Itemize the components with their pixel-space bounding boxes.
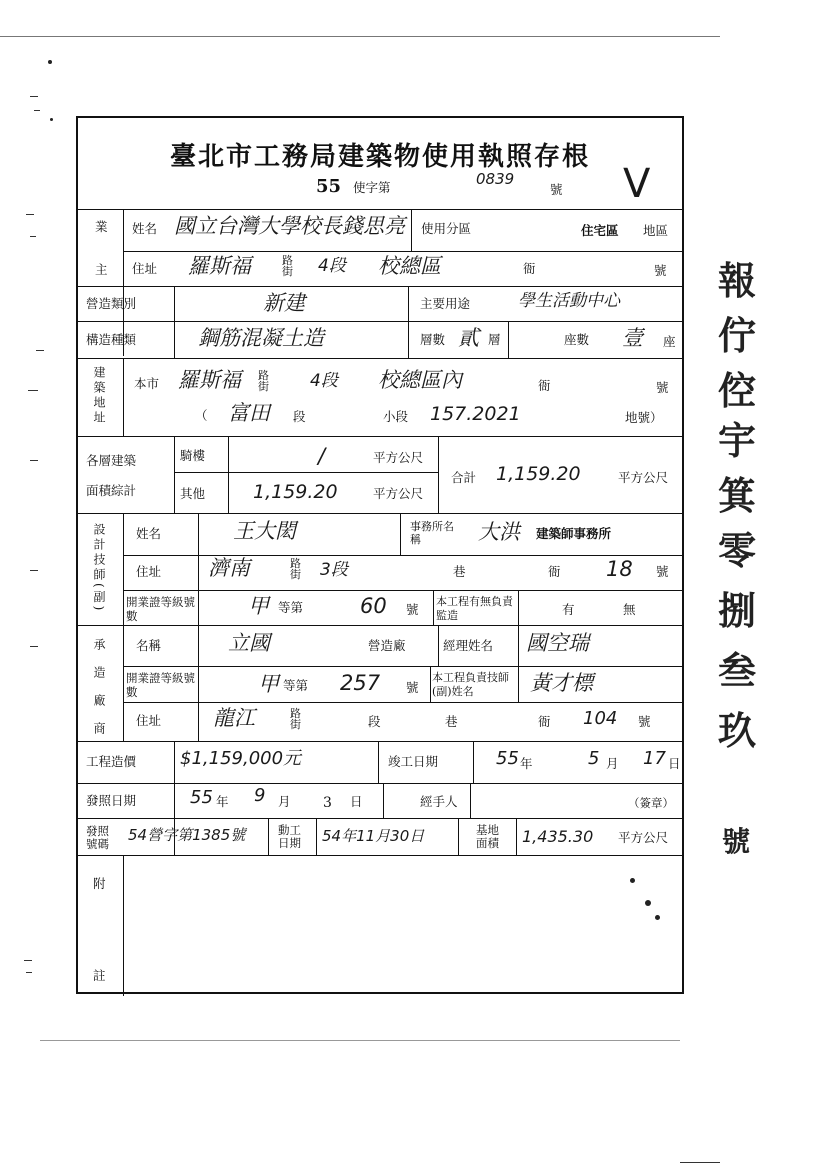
permit-number-suffix: 號 (550, 182, 563, 197)
start-date-label: 動工日期 (278, 823, 301, 851)
office-label: 事務所名稱 (410, 520, 454, 547)
margin-char: 捌 (718, 589, 757, 633)
designer-road-label: 路街 (290, 557, 301, 581)
office-name: 大洪 (478, 520, 520, 544)
contractor-license-grade: 甲 (258, 672, 279, 696)
land-subsection-label: 小段 (383, 409, 409, 424)
row-divider (78, 286, 684, 287)
permit-year: 55 (316, 176, 342, 197)
arcade-label: 騎樓 (180, 448, 206, 463)
designer-address-road: 濟南 (208, 556, 250, 580)
arcade-value: / (318, 444, 326, 468)
start-date-value: 54年11月30日 (322, 827, 425, 845)
zone-suffix: 地區 (643, 223, 669, 238)
contractor-name-suffix: 營造廠 (368, 638, 406, 653)
owner-name-label: 姓名 (132, 221, 158, 236)
designer-address-section: 3段 (320, 560, 348, 580)
contractor-address-road: 龍江 (213, 706, 255, 730)
designer-section-label: 設計技師(副) (92, 523, 106, 614)
designer-address-label: 住址 (136, 564, 162, 579)
scan-speck (680, 1162, 720, 1163)
margin-char: 箕 (718, 474, 757, 518)
row-divider (123, 702, 684, 703)
scan-speck (645, 900, 651, 906)
row-divider (78, 513, 684, 514)
issue-day: 3 (323, 795, 332, 811)
issue-date-label: 發照日期 (86, 793, 137, 808)
scan-speck (34, 110, 40, 111)
completion-year: 55 (496, 748, 519, 769)
designer-license-mid: 等第 (278, 600, 304, 615)
contractor-lane-label: 巷 (445, 714, 458, 729)
land-number-label: 地號） (625, 410, 663, 425)
site-area: 校總區內 (378, 368, 462, 392)
permit-number: 0839 (476, 170, 515, 188)
base-area-label: 基地面積 (476, 823, 499, 851)
zone-value: 住宅區 (581, 223, 619, 238)
scan-speck (24, 960, 32, 961)
building-count-value: 壹 (622, 326, 643, 350)
row-divider (78, 625, 684, 626)
contractor-address-number: 104 (583, 708, 618, 729)
row-divider (78, 321, 684, 322)
floor-area-label-2: 面積綜計 (86, 483, 137, 498)
site-city: 本市 (134, 376, 160, 391)
completion-year-label: 年 (520, 756, 533, 771)
contractor-license-number: 257 (340, 671, 381, 695)
owner-address-rest: 校總區 (378, 254, 441, 278)
contractor-license-mid: 等第 (283, 678, 309, 693)
supervise-yes: 有 (562, 602, 575, 617)
issue-day-label: 日 (350, 794, 363, 809)
total-value: 1,159.20 (496, 463, 581, 485)
scan-bottom-line (40, 1040, 680, 1041)
site-section: 4段 (310, 371, 338, 391)
total-unit: 平方公尺 (618, 470, 669, 485)
owner-number-label: 號 (654, 263, 667, 278)
scan-speck (48, 60, 52, 64)
scan-speck (36, 350, 44, 351)
issue-year: 55 (190, 787, 213, 808)
office-suffix: 建築師事務所 (536, 526, 612, 541)
cost-label: 工程造價 (86, 754, 137, 769)
designer-license-number: 60 (360, 594, 387, 618)
scan-speck (50, 118, 53, 121)
land-number: 157.2021 (430, 403, 521, 425)
engineer-label: 本工程負責技師(副)姓名 (432, 671, 509, 698)
contractor-name-label: 名稱 (136, 638, 162, 653)
row-divider (78, 855, 684, 856)
supervise-label: 本工程有無負責監造 (436, 595, 513, 622)
row-divider (78, 818, 684, 819)
designer-license-grade: 甲 (248, 594, 269, 618)
total-label: 合計 (451, 470, 477, 485)
handler-label: 經手人 (420, 794, 458, 809)
other-label: 其他 (180, 486, 206, 501)
permit-type: 使字第 (353, 180, 391, 195)
usage-permit-stub-form (76, 116, 684, 994)
designer-name: 王大閎 (233, 519, 296, 543)
floors-label: 層數 (420, 332, 446, 347)
designer-number-label: 號 (656, 564, 669, 579)
row-divider (78, 741, 684, 742)
contractor-number-label: 號 (638, 714, 651, 729)
contractor-section-label: 承造廠商 (92, 638, 106, 750)
contractor-address-label: 住址 (136, 713, 162, 728)
designer-street-label: 衙 (548, 564, 561, 579)
row-divider (123, 251, 684, 252)
land-section-label: 段 (293, 409, 306, 424)
row-divider (78, 358, 684, 359)
form-title: 臺北市工務局建築物使用執照存根 (169, 142, 590, 172)
contractor-road-label: 路街 (290, 707, 301, 731)
owner-section-label-1: 業 (95, 219, 108, 234)
scan-speck (30, 236, 36, 237)
row-divider (78, 783, 684, 784)
base-area-unit: 平方公尺 (618, 830, 669, 845)
land-section: 富田 (228, 401, 270, 425)
designer-lane-label: 巷 (453, 564, 466, 579)
issue-month-label: 月 (278, 794, 291, 809)
floors-value: 貳 (458, 326, 479, 350)
zone-label: 使用分區 (421, 221, 472, 236)
owner-address-section: 4段 (318, 256, 346, 276)
completion-month-label: 月 (606, 756, 619, 771)
arcade-unit: 平方公尺 (373, 450, 424, 465)
scan-speck (630, 878, 635, 883)
structure-type-label: 構造種類 (86, 332, 137, 347)
owner-street-label: 衙 (523, 261, 536, 276)
scan-edge-line (0, 36, 720, 37)
margin-char: 叁 (718, 649, 757, 693)
designer-name-label: 姓名 (136, 526, 162, 541)
owner-name: 國立台灣大學校長錢思亮 (174, 214, 405, 238)
building-count-unit: 座 (663, 334, 676, 349)
owner-road-label: 路街 (282, 254, 293, 278)
row-divider (123, 590, 684, 591)
manager-label: 經理姓名 (443, 638, 494, 653)
issue-year-label: 年 (216, 794, 229, 809)
site-number-label: 號 (656, 380, 669, 395)
scan-speck (28, 390, 38, 391)
floor-area-label-1: 各層建築 (86, 453, 137, 468)
scan-speck (30, 460, 38, 461)
scan-speck (30, 570, 38, 571)
issue-month: 9 (254, 785, 266, 806)
owner-section-label-2: 主 (95, 262, 108, 277)
main-use-label: 主要用途 (420, 296, 471, 311)
supervise-no: 無 (623, 602, 636, 617)
scan-speck (26, 214, 34, 215)
engineer-name: 黃才標 (530, 671, 593, 695)
contractor-name: 立國 (228, 631, 270, 655)
main-use-value: 學生活動中心 (518, 291, 620, 311)
margin-char: 號 (722, 825, 751, 858)
scan-speck (30, 96, 38, 97)
designer-address-number: 18 (606, 557, 633, 581)
site-address-label: 建築地址 (92, 366, 106, 426)
manager-name: 國空瑞 (526, 631, 589, 655)
completion-label: 竣工日期 (388, 754, 439, 769)
owner-address-road: 羅斯福 (188, 254, 251, 278)
row-divider (78, 436, 684, 437)
scan-speck (655, 915, 660, 920)
designer-license-label: 開業證等級號數 (126, 595, 195, 624)
scan-speck (26, 972, 32, 973)
scan-speck (30, 646, 38, 647)
margin-char: 宇 (718, 419, 757, 463)
construction-type-label: 營造類別 (86, 296, 137, 311)
land-open: （ (195, 408, 208, 423)
base-area-value: 1,435.30 (522, 827, 594, 846)
permit-no-value: 54營字第1385號 (128, 826, 246, 844)
margin-char: 零 (718, 529, 757, 573)
site-road: 羅斯福 (178, 368, 241, 392)
notes-label-bottom: 註 (93, 968, 106, 983)
other-unit: 平方公尺 (373, 486, 424, 501)
owner-address-label: 住址 (132, 261, 158, 276)
contractor-section-label: 段 (368, 714, 381, 729)
row-divider (123, 666, 684, 667)
margin-char: 倥 (718, 369, 757, 413)
floors-unit: 層 (488, 332, 501, 347)
margin-char: 佇 (718, 314, 757, 358)
sign-label: （簽章） (628, 796, 674, 810)
row-divider (174, 472, 438, 473)
permit-no-label: 發照號碼 (86, 824, 109, 852)
designer-license-suffix: 號 (406, 602, 419, 617)
site-road-label: 路街 (258, 369, 269, 393)
margin-char: 玖 (718, 709, 757, 753)
contractor-license-suffix: 號 (406, 680, 419, 695)
completion-month: 5 (588, 748, 600, 769)
cost-value: $1,159,000元 (180, 748, 302, 769)
completion-day: 17 (643, 748, 666, 769)
checkmark: V (623, 161, 651, 207)
construction-type-value: 新建 (263, 291, 305, 315)
contractor-street-label: 衙 (538, 714, 551, 729)
contractor-license-label: 開業證等級號數 (126, 671, 195, 700)
building-count-label: 座數 (564, 332, 590, 347)
structure-type-value: 鋼筋混凝土造 (198, 326, 324, 350)
site-street-label: 衙 (538, 378, 551, 393)
completion-day-label: 日 (668, 756, 681, 771)
other-value: 1,159.20 (253, 481, 338, 503)
margin-char: 報 (718, 259, 757, 303)
row-divider (78, 209, 684, 210)
notes-label-top: 附 (93, 876, 106, 891)
